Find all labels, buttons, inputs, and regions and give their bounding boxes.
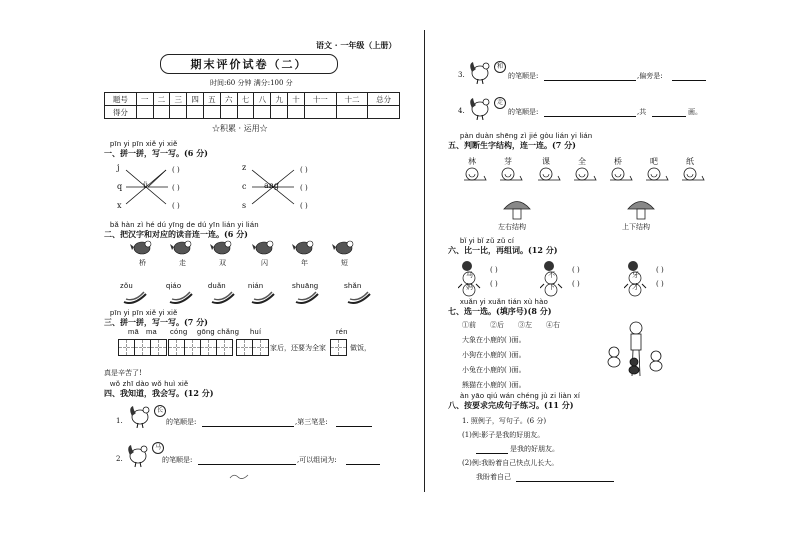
q6-char: 马 (466, 271, 473, 279)
writing-box[interactable] (236, 339, 253, 356)
q2-pinyin-option[interactable]: nián (248, 281, 264, 290)
q5-char[interactable]: 桥 (614, 157, 622, 166)
q2-pinyin-option[interactable]: qiáo (166, 281, 182, 290)
q4-item3-num: 3. (458, 71, 465, 79)
q8-sub1: 1. 照例子，写句子。(6 分) (462, 417, 547, 425)
q3-boxes-2[interactable] (168, 337, 232, 356)
q4-item2-text: 的笔顺是: (162, 456, 193, 464)
q3-pinyin-ma2: ma (146, 327, 158, 336)
q3-pinyin-top: pīn yi pīn xiě yi xiě (110, 308, 178, 317)
q6-answer-blank[interactable]: ( ) (490, 280, 498, 288)
q2-pinyin-option[interactable]: shǎn (344, 281, 362, 290)
q7-sentence-4[interactable]: 熊猫在小鹿的( )面。 (462, 381, 526, 389)
q4-item1-tail: ,第三笔是: (295, 418, 328, 426)
score-header-cell: 五 (203, 93, 220, 106)
q4-item3-tail: ,偏旁是: (637, 72, 663, 80)
ant-icon (540, 258, 570, 298)
score-cell[interactable] (203, 106, 220, 119)
q5-char[interactable]: 课 (542, 157, 550, 166)
q7-option-4: ④右 (546, 321, 560, 329)
q4-item3-blank1[interactable] (544, 71, 636, 81)
q6-char: 不 (548, 271, 555, 279)
q3-text-end: 做饭， (350, 344, 371, 352)
q1-letter-c: c (242, 182, 247, 191)
q6-answer-blank[interactable]: ( ) (656, 280, 664, 288)
bird-icon (170, 238, 194, 256)
q6-answer-blank[interactable]: ( ) (656, 266, 664, 274)
banana-icon (210, 290, 236, 306)
q3-boxes-4[interactable] (330, 337, 346, 356)
q6-answer-blank[interactable]: ( ) (572, 266, 580, 274)
score-header-cell: 十二 (336, 93, 368, 106)
q4-item2-blank1[interactable] (198, 455, 296, 465)
q2-pinyin: bǎ hàn zì hé dú yīng de dú yīn lián yi lián (110, 220, 259, 229)
q3-boxes-3[interactable] (236, 337, 268, 356)
banana-icon (168, 290, 194, 306)
writing-box[interactable] (184, 339, 201, 356)
q8-title: 八、按要求完成句子练习。(11 分) (448, 400, 574, 410)
score-header-cell: 四 (187, 93, 204, 106)
q3-boxes-1[interactable] (118, 337, 166, 356)
q3-pinyin-ren: rén (336, 327, 348, 336)
snail-icon (680, 166, 706, 182)
q8-example-2: (2)例:我盼着自己快点儿长大。 (462, 459, 559, 467)
section-heading: ☆积累 · 运用☆ (212, 124, 268, 133)
banana-icon (294, 290, 320, 306)
q4-item2-tail: ,可以组词为: (297, 456, 337, 464)
q4-item1-num: 1. (116, 417, 123, 425)
q1-title: 一、拼一拼，写一写。(6 分) (104, 148, 208, 158)
q3-text-line2: 真是辛苦了! (104, 369, 142, 377)
writing-box[interactable] (200, 339, 217, 356)
q4-item4-num: 4. (458, 107, 465, 115)
q1-letter-x: x (117, 201, 122, 210)
q2-char[interactable]: 桥 (139, 259, 146, 267)
q6-answer-blank[interactable]: ( ) (572, 280, 580, 288)
snail-icon (498, 166, 524, 182)
score-cell[interactable] (220, 106, 237, 119)
score-cell[interactable] (368, 106, 400, 119)
subject-header: 语文 · 一年级（上册） (316, 40, 397, 50)
q6-char: 妈 (466, 283, 473, 291)
score-cell[interactable] (170, 106, 187, 119)
bird-icon (292, 238, 316, 256)
exam-title: 期末评价试卷（二） (160, 54, 338, 74)
q1-answer-2[interactable]: ( ) (172, 184, 180, 192)
footer-ornament-icon (228, 472, 250, 482)
q2-pinyin-option[interactable]: duǎn (208, 281, 226, 290)
score-row (105, 106, 400, 119)
q4-item3-char: 和 (494, 61, 506, 73)
writing-box[interactable] (134, 339, 151, 356)
q4-item4-char: 走 (494, 97, 506, 109)
q8-example-1: (1)例:影子是我的好朋友。 (462, 431, 545, 439)
score-cell[interactable] (336, 106, 368, 119)
ant-icon (458, 258, 488, 298)
q4-item1-blank1[interactable] (202, 417, 294, 427)
q2-char[interactable]: 短 (341, 259, 348, 267)
score-cell[interactable] (153, 106, 170, 119)
q8-ex2-blank[interactable] (516, 472, 614, 482)
q5-char[interactable]: 吧 (650, 157, 658, 166)
bird-icon (210, 238, 234, 256)
q1-answer-5[interactable]: ( ) (300, 184, 308, 192)
score-header-cell: 六 (220, 93, 237, 106)
q5-char[interactable]: 林 (468, 157, 476, 166)
q1-center-u: ü (143, 181, 149, 190)
bird-icon (252, 238, 276, 256)
score-cell[interactable] (304, 106, 336, 119)
score-header-cell: 总分 (368, 93, 400, 106)
score-header-row (105, 93, 400, 106)
q1-letter-z: z (242, 163, 247, 172)
mushroom-icon (626, 198, 656, 220)
score-cell[interactable] (288, 106, 305, 119)
score-header-cell: 题号 (105, 93, 137, 106)
q3-pinyin-ma1: mā (128, 327, 140, 336)
q2-pinyin-option[interactable]: zǒu (120, 281, 133, 290)
q5-title: 五、判断生字结构，连一连。(7 分) (448, 140, 576, 150)
bird-icon (332, 238, 356, 256)
banana-icon (122, 290, 148, 306)
score-cell[interactable] (136, 106, 153, 119)
q4-item3-text: 的笔顺是: (508, 72, 539, 80)
q3-text-mid: 家后，还要为全家 (270, 344, 326, 352)
q1-letter-q: q (117, 182, 123, 191)
q2-char[interactable]: 双 (219, 259, 226, 267)
q6-char: 牙 (632, 271, 639, 279)
mushroom-label-left-right: 左右结构 (498, 223, 526, 231)
q4-item2-char: 马 (152, 442, 164, 454)
q8-ex1-answer: 是我的好朋友。 (510, 445, 559, 453)
mushroom-label-top-bottom: 上下结构 (622, 223, 650, 231)
q2-title: 二、把汉字和对应的读音连一连。(6 分) (104, 229, 248, 239)
q7-sentence-2[interactable]: 小狗在小鹿的( )面。 (462, 351, 526, 359)
q2-char[interactable]: 年 (301, 259, 308, 267)
page-divider (424, 30, 425, 492)
score-cell[interactable] (254, 106, 271, 119)
q3-pinyin-gongchang: gōng chǎng (197, 327, 240, 336)
q7-pinyin: xuǎn yi xuǎn tián xù hào (460, 297, 549, 306)
q7-option-2: ②后 (490, 321, 504, 329)
q6-char: 下 (548, 283, 555, 291)
q4-item4-tail: ,共 (637, 108, 647, 116)
score-header-cell: 一 (136, 93, 153, 106)
ant-icon (624, 258, 654, 298)
q2-char[interactable]: 走 (179, 259, 186, 267)
q3-title: 三、拼一拼，写一写。(7 分) (104, 317, 208, 327)
q7-sentence-3[interactable]: 小兔在小鹿的( )面。 (462, 366, 526, 374)
snail-icon (462, 166, 488, 182)
q1-answer-6[interactable]: ( ) (300, 202, 308, 210)
score-header-cell: 三 (170, 93, 187, 106)
q6-title: 六、比一比，再组词。(12 分) (448, 245, 558, 255)
q1-letter-j: j (117, 163, 120, 172)
q8-ex1-blank[interactable] (476, 444, 508, 454)
writing-box[interactable] (330, 339, 347, 356)
exam-info: 时间:60 分钟 满分:100 分 (210, 79, 293, 87)
q4-item4-end: 画。 (688, 108, 702, 116)
q6-answer-blank[interactable]: ( ) (490, 266, 498, 274)
q4-item1-char: 长 (154, 405, 166, 417)
q5-char[interactable]: 芽 (504, 157, 512, 166)
q4-item1-blank2[interactable] (336, 417, 372, 427)
q4-item2-blank2[interactable] (346, 455, 380, 465)
writing-box[interactable] (118, 339, 135, 356)
q5-char[interactable]: 全 (578, 157, 586, 166)
q1-answer-3[interactable]: ( ) (172, 202, 180, 210)
q1-pinyin: pīn yi pīn xiě yi xiě (110, 139, 178, 148)
q5-pinyin: pàn duàn shēng zì jié gòu lián yi lián (460, 131, 593, 140)
q4-item4-blank1[interactable] (544, 107, 636, 117)
q7-sentence-1[interactable]: 大象在小鹿的( )面。 (462, 336, 526, 344)
q5-char[interactable]: 纸 (686, 157, 694, 166)
q4-item4-blank2[interactable] (652, 107, 686, 117)
q2-char[interactable]: 闪 (261, 259, 268, 267)
banana-icon (250, 290, 276, 306)
q6-char: 才 (632, 283, 639, 291)
q3-pinyin-hui: huí (250, 327, 262, 336)
snail-icon (608, 166, 634, 182)
animals-illustration (604, 318, 666, 382)
q6-pinyin: bǐ yi bǐ zǔ zǔ cí (460, 236, 515, 245)
q4-title: 四、我知道，我会写。(12 分) (104, 388, 214, 398)
writing-box[interactable] (252, 339, 269, 356)
bird-icon (130, 238, 154, 256)
snail-icon (644, 166, 670, 182)
score-header-cell: 十 (288, 93, 305, 106)
snail-icon (536, 166, 562, 182)
q3-pinyin-cong: cóng (170, 327, 188, 336)
q4-item3-blank2[interactable] (672, 71, 706, 81)
score-header-cell: 十一 (304, 93, 336, 106)
score-row-label: 得分 (105, 106, 137, 119)
q1-answer-4[interactable]: ( ) (300, 166, 308, 174)
snail-icon (572, 166, 598, 182)
writing-box[interactable] (168, 339, 185, 356)
writing-box[interactable] (216, 339, 233, 356)
q4-item4-text: 的笔顺是: (508, 108, 539, 116)
q4-item1-text: 的笔顺是: (166, 418, 197, 426)
score-header-cell: 七 (237, 93, 254, 106)
q8-pinyin: àn yāo qiú wán chéng jù zi liàn xí (460, 391, 581, 400)
score-header-cell: 八 (254, 93, 271, 106)
score-header-cell: 九 (271, 93, 288, 106)
q1-letter-s: s (242, 201, 247, 210)
writing-box[interactable] (150, 339, 167, 356)
q4-pinyin: wǒ zhī dào wǒ huì xiě (110, 379, 189, 388)
q8-ex2-answer: 我盼着自己 (476, 473, 511, 481)
score-table (104, 92, 400, 119)
score-cell[interactable] (237, 106, 254, 119)
score-cell[interactable] (271, 106, 288, 119)
mushroom-icon (502, 198, 532, 220)
q1-answer-1[interactable]: ( ) (172, 166, 180, 174)
score-header-cell: 二 (153, 93, 170, 106)
q7-option-3: ③左 (518, 321, 532, 329)
q7-option-1: ①前 (462, 321, 476, 329)
q2-pinyin-option[interactable]: shuāng (292, 281, 319, 290)
score-cell[interactable] (187, 106, 204, 119)
q4-item2-num: 2. (116, 455, 123, 463)
q7-title: 七、选一选。(填序号)(8 分) (448, 306, 552, 316)
banana-icon (346, 290, 372, 306)
q1-center-ang: ang (264, 181, 280, 190)
